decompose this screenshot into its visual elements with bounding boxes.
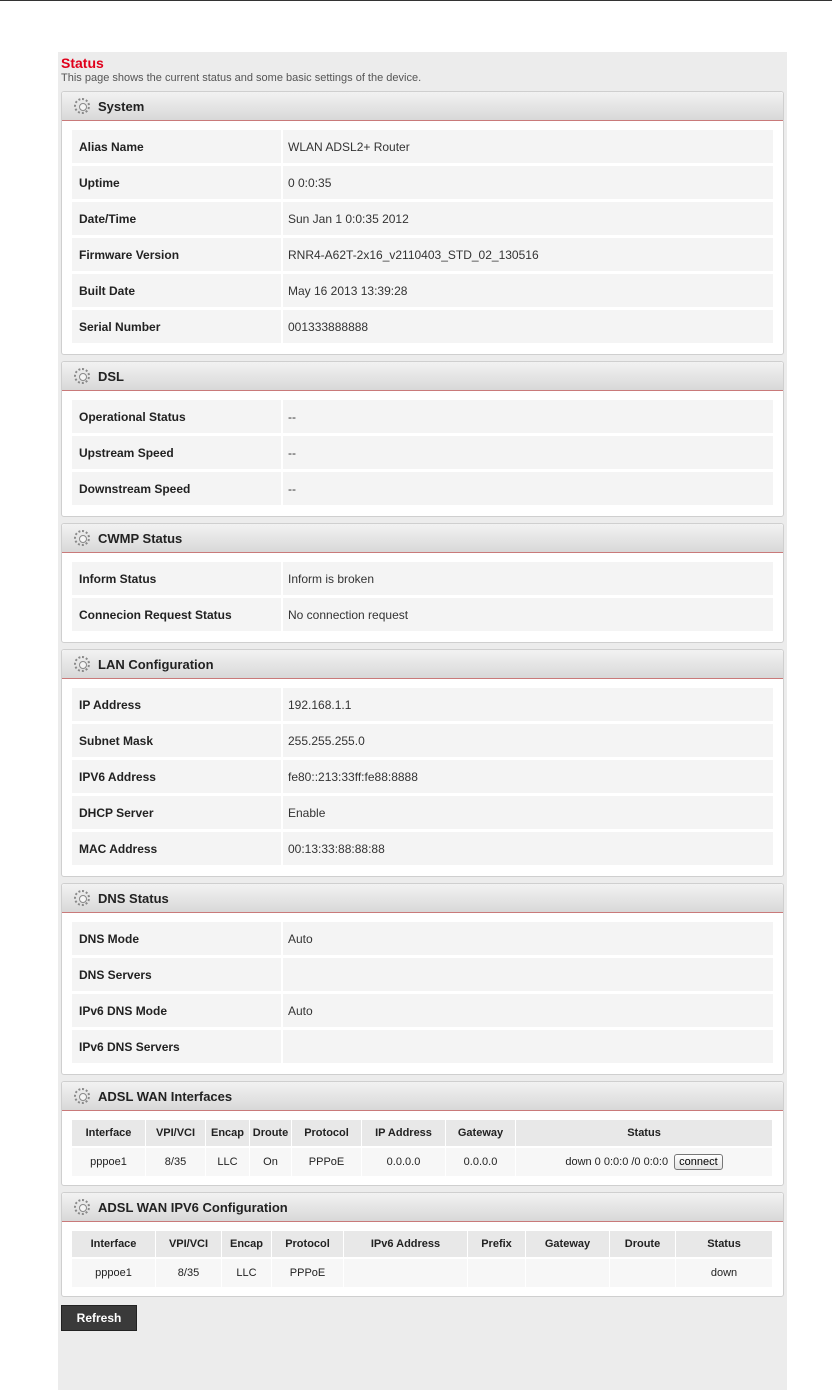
table-row — [72, 1146, 773, 1176]
gear-icon — [74, 890, 90, 906]
row-value: May 16 2013 13:39:28 — [283, 274, 773, 307]
cell-interface: pppoe1 — [72, 1146, 146, 1176]
gear-icon — [74, 1088, 90, 1104]
cell-droute: On — [250, 1146, 292, 1176]
column-header: Encap — [222, 1231, 272, 1257]
row-label: Firmware Version — [72, 238, 281, 271]
row-label: Uptime — [72, 166, 281, 199]
cell-gateway: 0.0.0.0 — [446, 1146, 516, 1176]
row-value — [283, 958, 773, 991]
system-row-firmware-version — [72, 238, 773, 271]
row-value: Auto — [283, 922, 773, 955]
lan-section-header — [62, 650, 783, 679]
wan-ipv6-section — [61, 1192, 784, 1297]
row-label: DNS Mode — [72, 922, 281, 955]
row-value: 00:13:33:88:88:88 — [283, 832, 773, 865]
row-label: Alias Name — [72, 130, 281, 163]
system-row-built-date — [72, 274, 773, 307]
gear-icon — [74, 98, 90, 114]
table-header-row — [72, 1231, 773, 1257]
dns-row-ipv6-dns-servers — [72, 1030, 773, 1063]
column-header: IP Address — [362, 1120, 446, 1146]
row-label: IP Address — [72, 688, 281, 721]
cell-status — [516, 1146, 773, 1176]
lan-row-ipv6-address — [72, 760, 773, 793]
cell-droute — [610, 1257, 676, 1287]
row-label: DHCP Server — [72, 796, 281, 829]
column-header: IPv6 Address — [344, 1231, 468, 1257]
top-border-line — [0, 0, 832, 1]
section-title: System — [98, 98, 145, 114]
row-label: Date/Time — [72, 202, 281, 235]
page-title: Status — [61, 55, 104, 71]
cell-protocol: PPPoE — [272, 1257, 344, 1287]
section-title: DNS Status — [98, 890, 169, 906]
lan-section — [61, 649, 784, 877]
cell-prefix — [468, 1257, 526, 1287]
column-header: Encap — [206, 1120, 250, 1146]
gear-icon — [74, 368, 90, 384]
dsl-row-upstream-speed — [72, 436, 773, 469]
table-row — [72, 1257, 773, 1287]
lan-row-subnet-mask — [72, 724, 773, 757]
system-section — [61, 91, 784, 355]
cell-vpivci: 8/35 — [146, 1146, 206, 1176]
row-label: Upstream Speed — [72, 436, 281, 469]
cell-encap: LLC — [206, 1146, 250, 1176]
system-row-serial-number — [72, 310, 773, 343]
column-header: Interface — [72, 1231, 156, 1257]
column-header: Gateway — [526, 1231, 610, 1257]
cell-ipv6-address — [344, 1257, 468, 1287]
wan-ipv6-section-header — [62, 1193, 783, 1222]
column-header: Protocol — [292, 1120, 362, 1146]
connect-button[interactable]: connect — [674, 1154, 723, 1170]
dns-row-dns-mode — [72, 922, 773, 955]
row-value — [283, 1030, 773, 1063]
row-label: Subnet Mask — [72, 724, 281, 757]
system-section-header — [62, 92, 783, 121]
gear-icon — [74, 530, 90, 546]
system-row-alias-name — [72, 130, 773, 163]
column-header: Droute — [250, 1120, 292, 1146]
wan-interfaces-section — [61, 1081, 784, 1186]
cwmp-section — [61, 523, 784, 643]
section-title: CWMP Status — [98, 530, 183, 546]
row-value: -- — [283, 436, 773, 469]
cell-protocol: PPPoE — [292, 1146, 362, 1176]
row-label: Serial Number — [72, 310, 281, 343]
column-header: VPI/VCI — [146, 1120, 206, 1146]
lan-row-mac-address — [72, 832, 773, 865]
row-label: DNS Servers — [72, 958, 281, 991]
cell-ip-address: 0.0.0.0 — [362, 1146, 446, 1176]
refresh-button[interactable]: Refresh — [61, 1305, 137, 1331]
cell-encap: LLC — [222, 1257, 272, 1287]
row-value: Sun Jan 1 0:0:35 2012 — [283, 202, 773, 235]
page-description: This page shows the current status and some basic settings of the device. — [61, 72, 422, 84]
dns-section-header — [62, 884, 783, 913]
row-value: RNR4-A62T-2x16_v2110403_STD_02_130516 — [283, 238, 773, 271]
row-value: 001333888888 — [283, 310, 773, 343]
system-row-date-time — [72, 202, 773, 235]
row-label: Downstream Speed — [72, 472, 281, 505]
dns-row-ipv6-dns-mode — [72, 994, 773, 1027]
dsl-section-header — [62, 362, 783, 391]
dns-row-dns-servers — [72, 958, 773, 991]
row-label: IPv6 DNS Mode — [72, 994, 281, 1027]
row-value: 0 0:0:35 — [283, 166, 773, 199]
row-value: Enable — [283, 796, 773, 829]
cell-vpivci: 8/35 — [156, 1257, 222, 1287]
cell-interface: pppoe1 — [72, 1257, 156, 1287]
row-value: WLAN ADSL2+ Router — [283, 130, 773, 163]
column-header: VPI/VCI — [156, 1231, 222, 1257]
cell-status: down — [676, 1257, 773, 1287]
dsl-row-operational-status — [72, 400, 773, 433]
row-value: 255.255.255.0 — [283, 724, 773, 757]
system-row-uptime — [72, 166, 773, 199]
column-header: Protocol — [272, 1231, 344, 1257]
wan-interfaces-table — [72, 1120, 773, 1176]
row-label: MAC Address — [72, 832, 281, 865]
column-header: Droute — [610, 1231, 676, 1257]
gear-icon — [74, 1199, 90, 1215]
section-title: ADSL WAN Interfaces — [98, 1088, 233, 1104]
row-label: IPV6 Address — [72, 760, 281, 793]
column-header: Gateway — [446, 1120, 516, 1146]
cwmp-row-inform-status — [72, 562, 773, 595]
table-header-row — [72, 1120, 773, 1146]
column-header: Interface — [72, 1120, 146, 1146]
row-label: Inform Status — [72, 562, 281, 595]
dns-section — [61, 883, 784, 1075]
column-header: Status — [516, 1120, 773, 1146]
row-label: Operational Status — [72, 400, 281, 433]
column-header: Status — [676, 1231, 773, 1257]
row-value: Inform is broken — [283, 562, 773, 595]
row-value: fe80::213:33ff:fe88:8888 — [283, 760, 773, 793]
status-text: down 0 0:0:0 /0 0:0:0 — [565, 1156, 669, 1168]
dsl-section — [61, 361, 784, 517]
cwmp-row-connection-request-status — [72, 598, 773, 631]
column-header: Prefix — [468, 1231, 526, 1257]
lan-row-ip-address — [72, 688, 773, 721]
row-label: Built Date — [72, 274, 281, 307]
section-title: DSL — [98, 368, 124, 384]
row-value: -- — [283, 400, 773, 433]
cell-gateway — [526, 1257, 610, 1287]
row-value: 192.168.1.1 — [283, 688, 773, 721]
row-value: -- — [283, 472, 773, 505]
row-label: IPv6 DNS Servers — [72, 1030, 281, 1063]
row-value: Auto — [283, 994, 773, 1027]
wan-section-header — [62, 1082, 783, 1111]
status-page — [58, 52, 787, 1390]
row-label: Connecion Request Status — [72, 598, 281, 631]
section-title: ADSL WAN IPV6 Configuration — [98, 1199, 288, 1215]
dsl-row-downstream-speed — [72, 472, 773, 505]
section-title: LAN Configuration — [98, 656, 214, 672]
wan-ipv6-table — [72, 1231, 773, 1287]
gear-icon — [74, 656, 90, 672]
row-value: No connection request — [283, 598, 773, 631]
lan-row-dhcp-server — [72, 796, 773, 829]
cwmp-section-header — [62, 524, 783, 553]
